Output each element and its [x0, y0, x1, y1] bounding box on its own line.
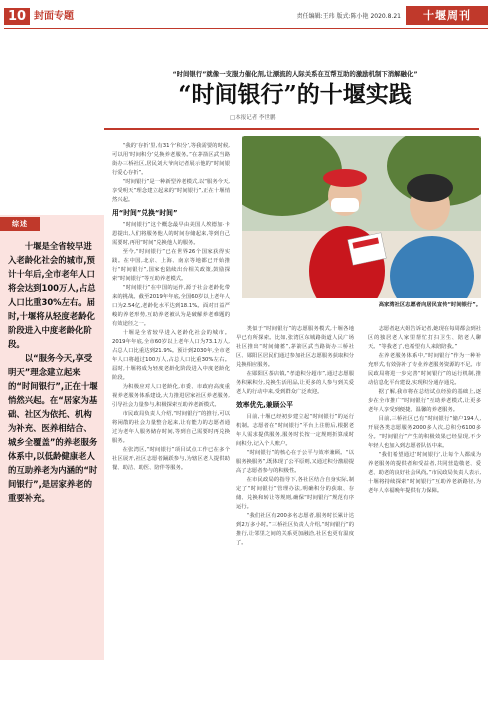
subheading: 效率优先,兼顾公平 [236, 401, 293, 409]
body-paragraph: 在市民政局的指导下,各社区结合自身实际,制定了“时间银行”管理办法,明确积分的获取、存储、兑换和转让等规则,确保“时间银行”规范有序运行。 [236, 477, 354, 510]
volunteer-photo [242, 136, 481, 298]
page-number: 10 [4, 8, 30, 25]
summary-text [8, 239, 98, 505]
summary-paragraph: 十堰是全省较早进入老龄化社会的城市,预计十年后,全市老年人口将会达到100万人,占总人口比重30%左右。届时,十堰将从轻度老龄化阶段进入中度老龄化阶段。 [8, 241, 96, 349]
body-paragraph: 在张湾区,“时间银行”项目试点工作已在多个社区展开,社区志愿者踊跃参与,为辖区老人提供助餐、助洁、助医、陪伴等服务。 [112, 447, 230, 471]
body-paragraph: 类似于“时间银行”的志愿服务模式,十堰各地早已有所探索。比如,张湾区东城路街道人民广场社区推出“时间储蓄”,茅箭区武当路街办三桥社区、郧阳区居民们通过参加社区志愿服务获取积分兑换相应服务。 [236, 326, 354, 368]
editor-meta: 责任编辑:王玮 版式:陈小艳 2020.8.21 [296, 13, 401, 20]
summary-tag: 综述 [0, 217, 40, 231]
body-paragraph: 据了解,我市将在总结试点经验的基础上,逐步在全市推广“时间银行”互助养老模式,让更多老年人享受到便捷、温馨的养老服务。 [368, 389, 481, 413]
summary-paragraph: 以“服务今天,享受明天”理念建立起来的“时间银行”,正在十堰悄然兴起。在“居家为基础、社区为依托、机构为补充、医养相结合、城乡全覆盖”的养老服务体系中,以低龄健康老人的互助养老为内涵的“时间银行”,是居家养老的重要补充。 [8, 353, 98, 503]
article-column-3 [368, 325, 481, 694]
article-kicker: “时间银行”就像一支服力催化剂,让漂流的人际关系在互帮互助的激励机制下消解融化” [172, 70, 418, 78]
body-paragraph: “我们希望通过‘时间银行’,让每个人都成为养老服务的提供者和受益者,共同营造敬老、爱老、助老的良好社会风尚。”市民政局负责人表示,十堰将持续探索“时间银行”互助养老新路径,为老年人幸福晚年提供有力保障。 [368, 452, 481, 494]
section-title: 封面专题 [34, 11, 74, 22]
publication-brand: 十堰周刊 [406, 6, 488, 25]
body-paragraph: 为积极应对人口老龄化,市委、市政府高度重视养老服务体系建设,大力推进居家社区养老服务,引导社会力量参与,积极探索互助养老新模式。 [112, 384, 230, 408]
body-paragraph: 在郧阳区茶店镇,“孝道积分超市”,通过志愿服务积累积分,兑换生活用品,让更多的人参与到关爱老人的行动中来,受到群众广泛欢迎。 [236, 371, 354, 395]
body-paragraph: 目前,三桥社区已有“时间银行”储户194人,开展各类志愿服务2000多人次,总积分6100多分。“时间银行”产生的积极效果已经显现,不少年轻人也加入到志愿者队伍中来。 [368, 416, 481, 449]
body-paragraph: 市民政局负责人介绍,“时间银行”的推行,可以将闲散的社会力量整合起来,让有能力的志愿者通过为老年人服务储存时间,等到自己需要时再兑换服务。 [112, 411, 230, 444]
summary-sidebar [0, 215, 104, 660]
body-paragraph: 目前,十堰已经初步建立起“时间银行”的运行机制。志愿者在“时间银行”平台上注册后,根据老年人需求提供服务,服务时长按一定规则折算成时间积分,记入个人账户。 [236, 414, 354, 447]
body-paragraph: 在养老服务体系中,“时间银行”作为一种补充形式,有效弥补了专业养老服务资源的不足。市民政局将进一步完善“时间银行”的运行机制,推动信息化平台建设,实现积分通存通兑。 [368, 353, 481, 386]
subheading: 用“时间”兑换“时间” [112, 209, 178, 217]
article-byline: □本报记者 李世鹏 [230, 115, 276, 121]
title-divider [104, 128, 479, 130]
body-paragraph: 十堰是全省较早进入老龄化社会的城市。2019年年底,全市60岁以上老年人口为73.1万人,占总人口比重达到21.9%。预计到2030年,全市老年人口将超过100万人,占总人口比重30%左右。届时,十堰将成为轻度老龄化阶段进入中度老龄化阶段。 [112, 330, 230, 381]
body-paragraph: 志愿者赵大姐告诉记者,她现在每周都会到社区的独居老人家里帮忙打扫卫生、陪老人聊天。“等我老了,也希望有人来陪陪我。” [368, 326, 481, 350]
body-paragraph: “时间银行”是一种新型养老模式,以“服务今天,享受明天”理念建立起来的“时间银行”,正在十堰悄然兴起。 [112, 179, 230, 203]
header-divider [4, 28, 488, 29]
body-paragraph: “时间银行”在中国的运作,源于社会老龄化带来的挑战。截至2019年年底,全国60岁以上老年人口为2.54亿,老龄化水平达到18.1%。面对日益严峻的养老形势,互助养老被认为是破解养老难题的有效途径之一。 [112, 285, 230, 327]
body-paragraph: “我们社区有200多名志愿者,服务时长累计达到2万多小时。”三桥社区负责人介绍,“时间银行”的推行,让邻里之间的关系更加融洽,社区也更有温度了。 [236, 513, 354, 546]
body-paragraph: “我的‘存折’里,有31个‘积分’,等我需要的时候,可以用‘时间积分’兑换养老服务。”在茅箭区武当路街办三桥社区,居民刘大爷向记者展示他的“时间银行爱心存折”。 [112, 143, 230, 176]
article-column-1 [112, 142, 230, 694]
body-paragraph: “时间银行”的核心在于公平与效率兼顾。“以服务换服务”,既体现了公平原则,又通过积分激励提高了志愿者参与的积极性。 [236, 450, 354, 474]
body-paragraph: “时间银行”这个概念最早由美国人埃德加·卡恩提出,人们将服务他人的时间存储起来,等到自己需要时,再用“时间”兑换他人的服务。 [112, 222, 230, 246]
photo-caption: 高家湾社区志愿者向居民宣传“时间银行”。 [378, 302, 481, 308]
article-title: “时间银行”的十堰实践 [178, 81, 412, 108]
article-column-2 [236, 325, 354, 694]
article-photo [242, 136, 481, 298]
page-header [0, 0, 491, 30]
body-paragraph: 至今,“时间银行”已在世界26个国家获得实践。在中国,北京、上海、南京等地都已开始推行“时间银行”,国家也陆续出台相关政策,鼓励探索“时间银行”等互助养老模式。 [112, 249, 230, 282]
